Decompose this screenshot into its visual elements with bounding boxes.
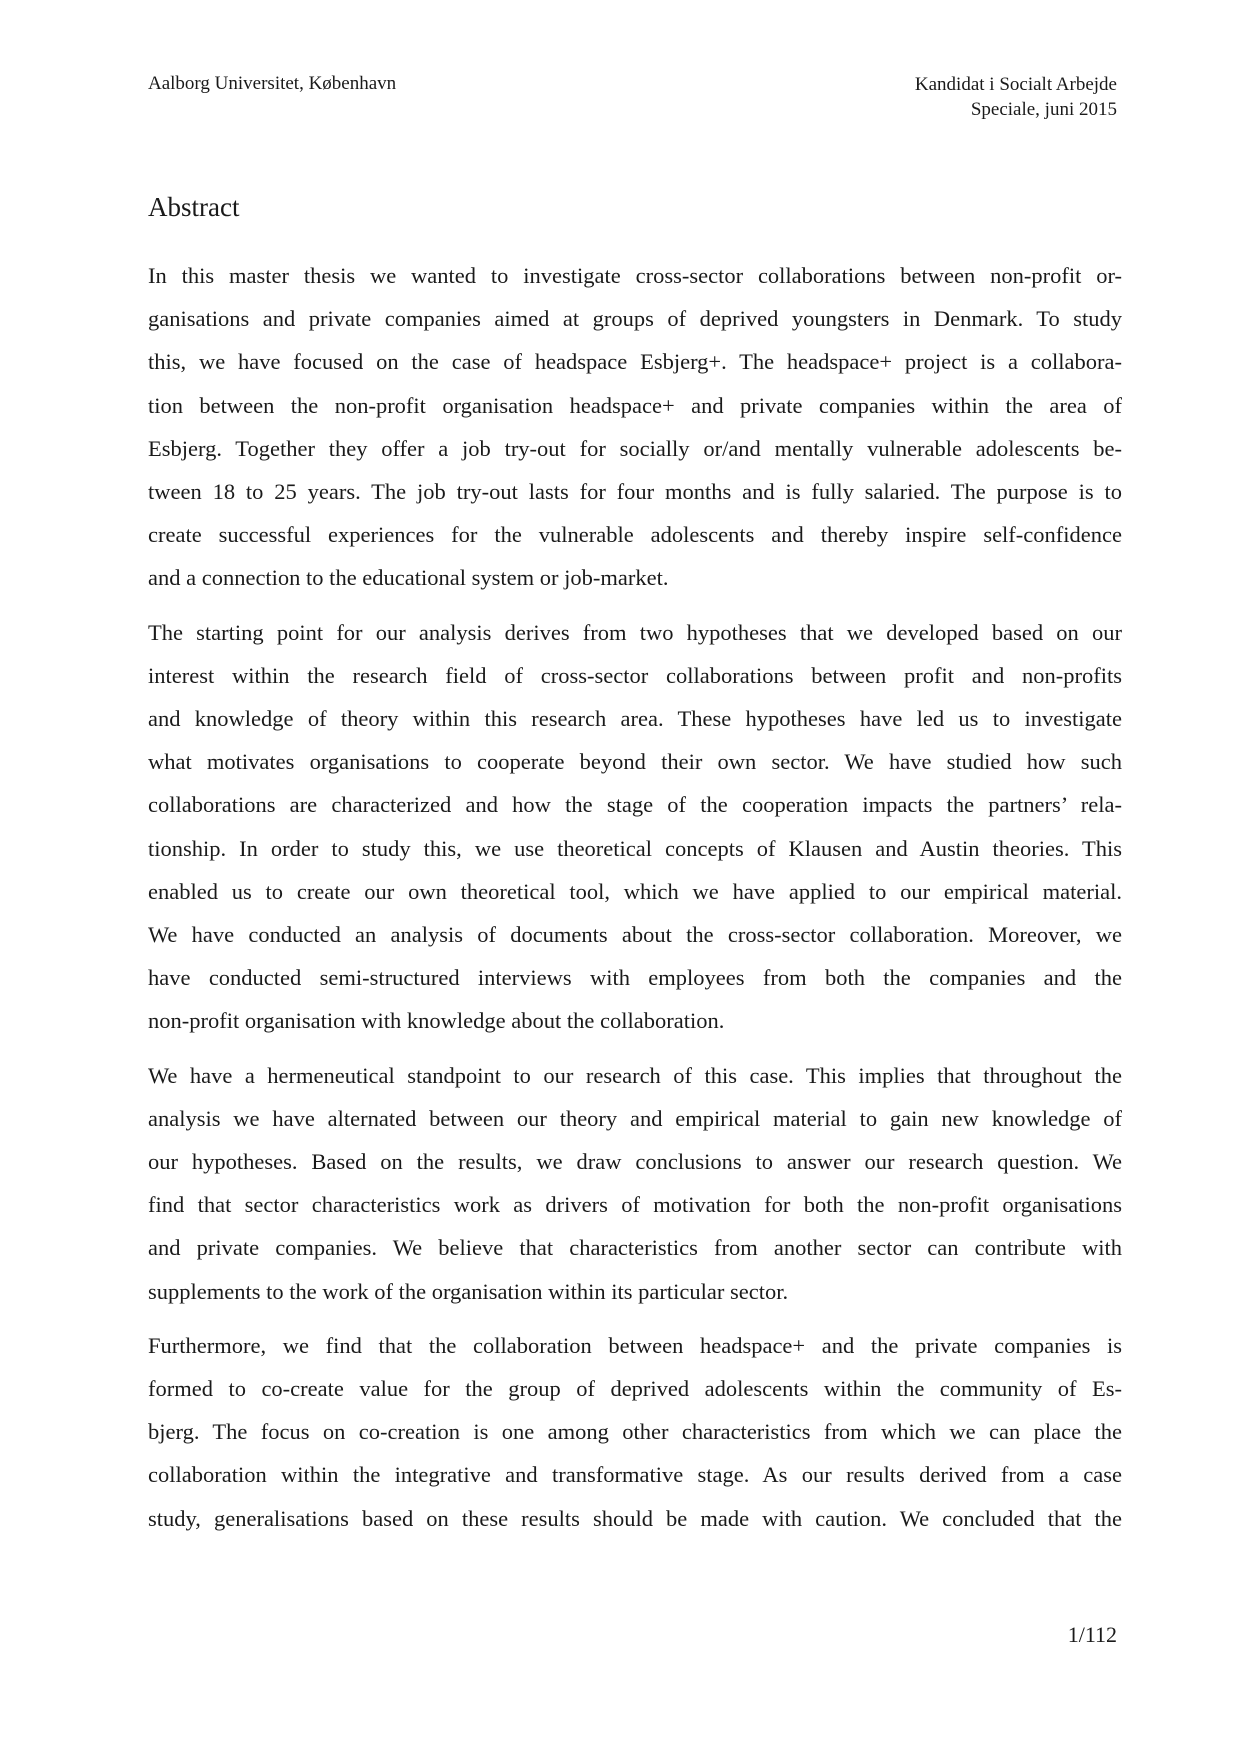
abstract-body	[148, 254, 1122, 1551]
paragraph-4	[148, 1324, 1122, 1540]
header-program	[915, 72, 1117, 122]
text-line: ganisations and private companies aimed at groups of deprived youngsters in Denmark. To study	[148, 306, 1122, 332]
text-line: formed to co-create value for the group of deprived adolescents within the community of Es-	[148, 1376, 1122, 1402]
text-line: tionship. In order to study this, we use theoretical concepts of Klausen and Austin theories. This	[148, 835, 1122, 861]
text-line: what motivates organisations to cooperate beyond their own sector. We have studied how such	[148, 749, 1122, 775]
text-line: supplements to the work of the organisation within its particular sector.	[148, 1278, 789, 1304]
header-university: Aalborg Universitet, København	[148, 73, 397, 94]
text-line: tween 18 to 25 years. The job try-out lasts for four months and is fully salaried. The purpose is to	[148, 479, 1122, 505]
text-line: this, we have focused on the case of headspace Esbjerg+. The headspace+ project is a collabora-	[148, 349, 1122, 375]
header-program-date: Speciale, juni 2015	[970, 99, 1117, 120]
text-line: The starting point for our analysis derives from two hypotheses that we developed based on our	[148, 619, 1122, 645]
paragraph-3	[148, 1054, 1122, 1313]
header-program-title: Kandidat i Socialt Arbejde	[914, 74, 1117, 95]
text-line: In this master thesis we wanted to investigate cross-sector collaborations between non-profit or-	[148, 263, 1122, 288]
text-line: collaborations are characterized and how the stage of the cooperation impacts the partners’ rela-	[148, 792, 1122, 818]
text-line: study, generalisations based on these results should be made with caution. We concluded that the	[148, 1505, 1122, 1531]
text-line: create successful experiences for the vulnerable adolescents and thereby inspire self-confidence	[148, 522, 1122, 548]
text-line: have conducted semi-structured interviews with employees from both the companies and the	[148, 965, 1122, 991]
text-line: tion between the non-profit organisation headspace+ and private companies within the area of	[148, 392, 1122, 418]
text-line: We have conducted an analysis of documents about the cross-sector collaboration. Moreover, we	[148, 922, 1122, 948]
paragraph-1	[148, 254, 1122, 600]
text-line: our hypotheses. Based on the results, we draw conclusions to answer our research question. We	[148, 1149, 1122, 1175]
text-line: We have a hermeneutical standpoint to our research of this case. This implies that throughout the	[148, 1062, 1122, 1088]
text-line: and a connection to the educational system or job-market.	[148, 565, 669, 591]
text-line: Esbjerg. Together they offer a job try-out for socially or/and mentally vulnerable adolescents be-	[148, 435, 1122, 461]
text-line: find that sector characteristics work as drivers of motivation for both the non-profit organisations	[148, 1192, 1122, 1218]
text-line: enabled us to create our own theoretical tool, which we have applied to our empirical material.	[148, 878, 1122, 904]
paragraph-2	[148, 611, 1122, 1043]
page-title: Abstract	[148, 192, 240, 222]
text-line: and private companies. We believe that characteristics from another sector can contribute with	[148, 1235, 1122, 1261]
text-line: interest within the research field of cross-sector collaborations between profit and non-profits	[148, 662, 1122, 688]
text-line: bjerg. The focus on co-creation is one among other characteristics from which we can place the	[148, 1419, 1122, 1445]
text-line: analysis we have alternated between our theory and empirical material to gain new knowledge of	[148, 1105, 1122, 1131]
text-line: non-profit organisation with knowledge about the collaboration.	[148, 1008, 725, 1034]
page-number: 1/112	[1067, 1622, 1117, 1647]
text-line: and knowledge of theory within this research area. These hypotheses have led us to investigate	[148, 706, 1122, 732]
text-line: Furthermore, we find that the collaboration between headspace+ and the private companies is	[148, 1332, 1122, 1358]
text-line: collaboration within the integrative and transformative stage. As our results derived from a case	[148, 1462, 1122, 1488]
